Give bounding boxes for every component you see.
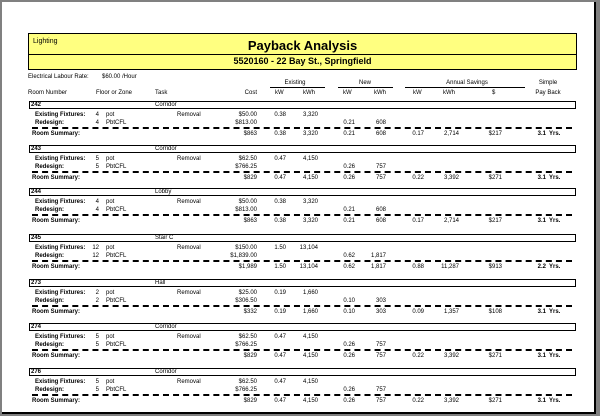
summary-existing-kwh: 4,150 [302,398,318,404]
summary-divider [32,171,572,173]
existing-qty: 2 [95,290,99,296]
existing-qty: 12 [92,245,99,251]
existing-kwh: 3,320 [302,112,318,118]
existing-action: Removal [177,379,201,385]
existing-kw: 0.47 [274,156,286,162]
summary-new-kw: 0.62 [343,264,355,270]
room-number: 242 [31,102,42,108]
summary-payback: 3.1 [537,309,546,315]
summary-savings-dollar: $217 [488,218,502,224]
redesign-cost: $766.25 [235,164,257,170]
existing-kwh: 1,660 [302,290,318,296]
room-number: 243 [31,146,42,152]
labour-rate-label: Electrical Labour Rate: [28,74,89,80]
existing-qty: 4 [95,199,99,205]
summary-savings-dollar: $271 [488,175,502,181]
redesign-kwh: 608 [375,120,386,126]
existing-kwh: 4,150 [302,379,318,385]
room-summary-label: Room Summary: [32,264,81,270]
redesign-type: PbtCFL [106,207,127,213]
summary-yrs-label: Yrs. [549,353,561,359]
redesign-label: Redesign: [35,207,65,213]
labour-rate-value: $60.00 /Hour [102,74,137,80]
summary-new-kwh: 1,817 [370,264,386,270]
summary-existing-kw: 0.47 [274,353,286,359]
existing-type: pot [106,245,115,251]
redesign-kw: 0.10 [343,298,355,304]
room-number: 244 [31,189,42,195]
room-task: Corridor [155,324,177,330]
existing-fixtures-label: Existing Fixtures: [35,290,86,296]
report-header [28,33,577,70]
summary-divider [32,127,572,129]
col-existing-kw: kW [275,90,284,96]
redesign-label: Redesign: [35,120,65,126]
summary-savings-dollar: $108 [488,309,502,315]
existing-kwh: 13,104 [299,245,318,251]
summary-existing-kw: 1.50 [274,264,286,270]
summary-payback: 3.1 [537,175,546,181]
redesign-type: PbtCFL [106,387,127,393]
redesign-qty: 5 [95,387,99,393]
summary-yrs-label: Yrs. [549,175,561,181]
room-summary-label: Room Summary: [32,353,81,359]
summary-savings-kw: 0.22 [412,353,424,359]
redesign-label: Redesign: [35,164,65,170]
summary-savings-kwh: 11,287 [441,264,459,270]
existing-action: Removal [177,334,201,340]
redesign-kw: 0.26 [343,342,355,348]
summary-savings-kwh: 3,392 [443,398,459,404]
col-cost: Cost [244,90,257,96]
summary-cost: $829 [243,353,257,359]
summary-existing-kw: 0.38 [274,218,286,224]
existing-type: pot [106,379,115,385]
redesign-qty: 4 [95,120,99,126]
existing-cost: $150.00 [235,245,257,251]
room-task: Corridor [155,369,177,375]
summary-savings-kw: 0.17 [412,131,424,137]
summary-existing-kw: 0.47 [274,175,286,181]
existing-action: Removal [177,245,201,251]
room-header-box [29,101,576,109]
summary-new-kwh: 608 [375,131,386,137]
summary-payback: 2.2 [537,264,546,270]
summary-savings-kw: 0.88 [412,264,424,270]
col-room-number: Room Number [28,90,68,96]
summary-existing-kwh: 3,320 [302,218,318,224]
redesign-cost: $766.25 [235,387,257,393]
summary-existing-kw: 0.47 [274,398,286,404]
summary-new-kwh: 757 [375,353,386,359]
redesign-qty: 12 [92,253,99,259]
col-savings-dollar: $ [492,90,496,96]
summary-savings-dollar: $271 [488,398,502,404]
summary-yrs-label: Yrs. [549,264,561,270]
room-task: Corridor [155,146,177,152]
summary-savings-dollar: $913 [488,264,502,270]
existing-kw: 0.19 [274,290,286,296]
existing-kwh: 3,320 [302,199,318,205]
summary-new-kw: 0.10 [343,309,355,315]
existing-type: pot [106,199,115,205]
existing-cost: $62.50 [238,379,257,385]
redesign-type: PbtCFL [106,342,127,348]
redesign-kw: 0.21 [343,120,355,126]
existing-qty: 4 [95,112,99,118]
redesign-qty: 5 [95,342,99,348]
redesign-cost: $1,839.00 [230,253,257,259]
redesign-kwh: 1,817 [370,253,386,259]
summary-new-kw: 0.21 [343,131,355,137]
report-subtitle: 5520160 - 22 Bay St., Springfield [233,56,372,66]
report-title: Payback Analysis [247,38,358,53]
room-task: Hall [155,280,166,286]
summary-divider [32,394,572,396]
summary-cost: $1,989 [238,264,257,270]
summary-yrs-label: Yrs. [549,131,561,137]
summary-new-kw: 0.21 [343,218,355,224]
summary-existing-kwh: 4,150 [302,353,318,359]
summary-existing-kwh: 3,320 [302,131,318,137]
summary-yrs-label: Yrs. [549,309,561,315]
summary-cost: $332 [243,309,257,315]
summary-cost: $863 [243,218,257,224]
summary-yrs-label: Yrs. [549,398,561,404]
redesign-label: Redesign: [35,298,65,304]
col-group-existing: Existing [284,80,306,86]
existing-fixtures-label: Existing Fixtures: [35,112,86,118]
summary-savings-kw: 0.17 [412,218,424,224]
summary-savings-kwh: 3,392 [443,175,459,181]
col-pay-back: Pay Back [535,90,561,96]
col-new-kw: kW [343,90,352,96]
col-group-new: New [358,80,371,86]
summary-divider [32,305,572,307]
redesign-kwh: 757 [375,342,386,348]
room-number: 245 [31,235,42,241]
room-number: 276 [31,369,42,375]
summary-new-kwh: 757 [375,175,386,181]
room-summary-label: Room Summary: [32,218,81,224]
existing-kwh: 4,150 [302,334,318,340]
summary-savings-kw: 0.22 [412,398,424,404]
col-savings-kwh: kWh [443,90,455,96]
summary-savings-kwh: 2,714 [443,131,459,137]
existing-fixtures-label: Existing Fixtures: [35,156,86,162]
redesign-kwh: 303 [375,298,386,304]
summary-yrs-label: Yrs. [549,218,561,224]
existing-cost: $62.50 [238,156,257,162]
room-summary-label: Room Summary: [32,309,81,315]
redesign-kw: 0.62 [343,253,355,259]
room-header-box [29,234,576,242]
summary-divider [32,349,572,351]
redesign-kwh: 608 [375,207,386,213]
existing-kw: 1.50 [274,245,286,251]
existing-kw: 0.38 [274,112,286,118]
room-summary-label: Room Summary: [32,131,81,137]
redesign-kw: 0.21 [343,207,355,213]
summary-new-kw: 0.26 [343,175,355,181]
room-header-box [29,323,576,331]
summary-existing-kwh: 13,104 [299,264,318,270]
existing-kw: 0.47 [274,334,286,340]
existing-type: pot [106,290,115,296]
new-group-rule [338,87,393,88]
existing-kw: 0.38 [274,199,286,205]
room-task: Lobby [155,189,172,195]
summary-savings-kwh: 3,392 [443,353,459,359]
redesign-qty: 4 [95,207,99,213]
summary-cost: $829 [243,398,257,404]
col-existing-kwh: kWh [303,90,315,96]
col-new-kwh: kWh [374,90,386,96]
header-divider [29,54,576,55]
redesign-kw: 0.26 [343,387,355,393]
redesign-qty: 2 [95,298,99,304]
room-summary-label: Room Summary: [32,398,81,404]
existing-action: Removal [177,290,201,296]
existing-qty: 5 [95,334,99,340]
room-header-box [29,279,576,287]
summary-savings-kw: 0.22 [412,175,424,181]
redesign-cost: $813.00 [235,120,257,126]
summary-payback: 3.1 [537,218,546,224]
col-group-savings: Annual Savings [446,80,488,86]
room-task: Corridor [155,102,177,108]
summary-new-kwh: 608 [375,218,386,224]
existing-cost: $62.50 [238,334,257,340]
summary-new-kw: 0.26 [343,398,355,404]
summary-new-kwh: 757 [375,398,386,404]
redesign-cost: $306.50 [235,298,257,304]
existing-qty: 5 [95,379,99,385]
summary-existing-kwh: 4,150 [302,175,318,181]
report-page [2,2,596,414]
existing-fixtures-label: Existing Fixtures: [35,379,86,385]
existing-action: Removal [177,112,201,118]
col-floor-zone: Floor or Zone [96,90,133,96]
summary-cost: $863 [243,131,257,137]
summary-payback: 3.1 [537,353,546,359]
room-header-box [29,188,576,196]
col-savings-kw: kW [413,90,422,96]
existing-type: pot [106,334,115,340]
existing-action: Removal [177,199,201,205]
existing-fixtures-label: Existing Fixtures: [35,334,86,340]
room-number: 274 [31,324,42,330]
redesign-type: PbtCFL [106,253,127,259]
summary-cost: $829 [243,175,257,181]
redesign-type: PbtCFL [106,164,127,170]
summary-savings-dollar: $271 [488,353,502,359]
summary-payback: 3.1 [537,398,546,404]
summary-savings-kwh: 1,357 [443,309,459,315]
room-header-box [29,368,576,376]
existing-fixtures-label: Existing Fixtures: [35,199,86,205]
redesign-kw: 0.26 [343,164,355,170]
savings-group-rule [405,87,525,88]
existing-kw: 0.47 [274,379,286,385]
col-task: Task [155,90,168,96]
summary-new-kw: 0.26 [343,353,355,359]
redesign-type: PbtCFL [106,298,127,304]
col-group-simple: Simple [538,80,558,86]
existing-type: pot [106,156,115,162]
summary-existing-kw: 0.38 [274,131,286,137]
summary-divider [32,260,572,262]
report-category: Lighting [33,38,58,45]
redesign-type: PbtCFL [106,120,127,126]
room-header-box [29,145,576,153]
redesign-label: Redesign: [35,342,65,348]
existing-group-rule [270,87,325,88]
room-task: Stair C [155,235,174,241]
room-summary-label: Room Summary: [32,175,81,181]
existing-fixtures-label: Existing Fixtures: [35,245,86,251]
room-number: 273 [31,280,42,286]
summary-savings-kwh: 2,714 [443,218,459,224]
summary-payback: 3.1 [537,131,546,137]
redesign-label: Redesign: [35,253,65,259]
existing-type: pot [106,112,115,118]
redesign-kwh: 757 [375,164,386,170]
summary-divider [32,214,572,216]
redesign-cost: $813.00 [235,207,257,213]
existing-cost: $50.00 [238,199,257,205]
existing-action: Removal [177,156,201,162]
summary-new-kwh: 303 [375,309,386,315]
existing-cost: $25.00 [238,290,257,296]
redesign-qty: 5 [95,164,99,170]
summary-savings-kw: 0.09 [412,309,424,315]
redesign-kwh: 757 [375,387,386,393]
summary-existing-kwh: 1,660 [302,309,318,315]
summary-savings-dollar: $217 [488,131,502,137]
redesign-label: Redesign: [35,387,65,393]
existing-kwh: 4,150 [302,156,318,162]
existing-cost: $50.00 [238,112,257,118]
summary-existing-kw: 0.19 [274,309,286,315]
existing-qty: 5 [95,156,99,162]
redesign-cost: $766.25 [235,342,257,348]
